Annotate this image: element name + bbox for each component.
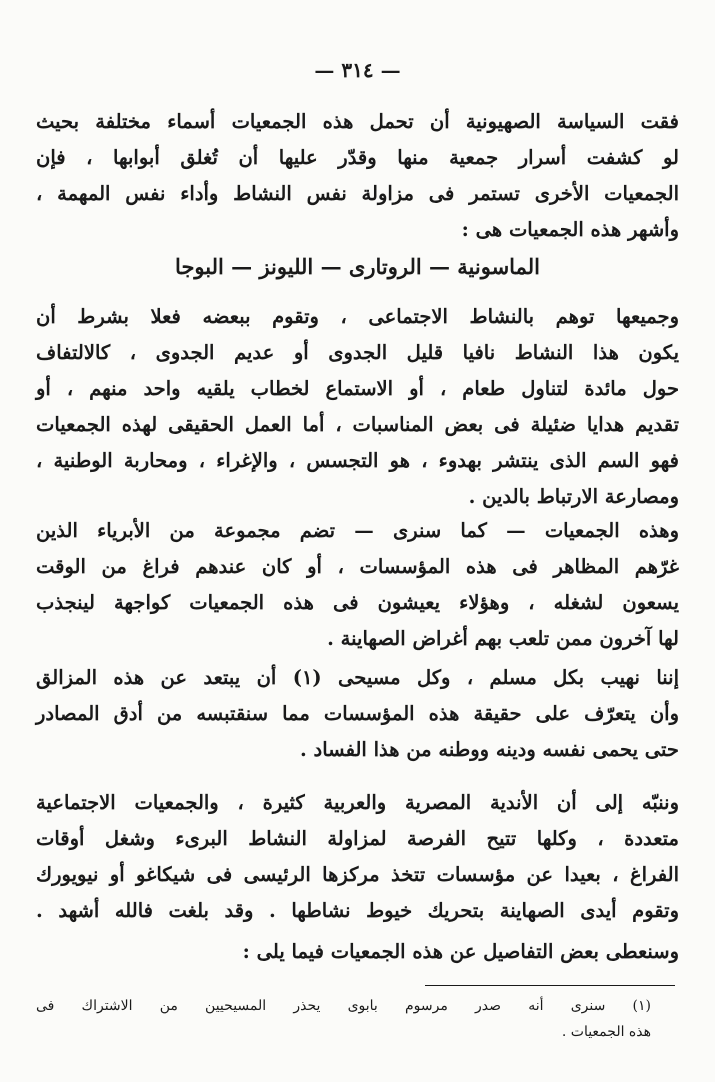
text-line: لو كشفت أسرار جمعية منها وقدّر عليها أن تُغلق أبوابها ، فإن xyxy=(36,146,679,169)
paragraph-members xyxy=(36,513,679,657)
text-line: يكون هذا النشاط نافيا قليل الجدوى أو عديم الجدوى ، كالالتفاف xyxy=(36,341,679,364)
text-line: تقديم هدايا ضئيلة فى بعض المناسبات ، أما العمل الحقيقى لهذه الجمعيات xyxy=(36,413,679,436)
text-line: فهو السم الذى ينتشر بهدوء ، هو التجسس ، والإغراء ، ومحاربة الوطنية ، xyxy=(36,449,679,472)
text-line: ومصارعة الارتباط بالدين . xyxy=(468,485,679,508)
page-number: — ٣١٤ — xyxy=(314,58,401,82)
text-line: فقت السياسة الصهيونية أن تحمل هذه الجمعيات أسماء مختلفة بحيث xyxy=(36,110,679,133)
text-line: الجمعيات الأخرى تستمر فى مزاولة نفس النشاط وأداء نفس المهمة ، xyxy=(36,182,679,205)
text-line: الفراغ ، بعيدا عن مؤسسات تتخذ مركزها الرئيسى فى شيكاغو أو نيويورك xyxy=(36,863,679,886)
intro-paragraph xyxy=(36,104,679,248)
text-line: وتقوم أيدى الصهاينة بتحريك خيوط نشاطها . وقد بلغت فالله أشهد . xyxy=(36,899,679,922)
societies-heading: الماسونية — الروتارى — الليونز — البوجا xyxy=(175,254,540,279)
text-line: متعددة ، وكلها تتيح الفرصة لمزاولة النشاط البرىء وشغل أوقات xyxy=(36,827,679,850)
text-line: وسنعطى بعض التفاصيل عن هذه الجمعيات فيما يلى : xyxy=(242,940,679,963)
text-line: وأن يتعرّف على حقيقة هذه المؤسسات مما سنقتبسه من أدق المصادر xyxy=(36,702,679,725)
text-line: وهذه الجمعيات — كما سنرى — تضم مجموعة من الأبرياء الذين xyxy=(36,519,679,542)
paragraph-clubs xyxy=(36,785,679,929)
text-line: حتى يحمى نفسه ودينه ووطنه من هذا الفساد . xyxy=(299,738,679,761)
text-line: لها آخرون ممن تلعب بهم أغراض الصهاينة . xyxy=(327,627,679,650)
footnote xyxy=(36,993,651,1045)
text-line: وننبّه إلى أن الأندية المصرية والعربية كثيرة ، والجمعيات الاجتماعية xyxy=(36,791,679,814)
text-line: غرّهم المظاهر فى هذه المؤسسات ، أو كان عندهم فراغ من الوقت xyxy=(36,555,679,578)
text-line: يسعون لشغله ، وهؤلاء يعيشون فى هذه الجمعيات كواجهة لينجذب xyxy=(36,591,679,614)
text-line: إننا نهيب بكل مسلم ، وكل مسيحى (١) أن يبتعد عن هذه المزالق xyxy=(36,666,679,689)
text-line: حول مائدة لتناول طعام ، أو الاستماع لخطاب يلقيه واحد منهم ، أو xyxy=(36,377,679,400)
text-line: وأشهر هذه الجمعيات هى : xyxy=(461,218,679,241)
footnote-divider xyxy=(425,985,675,986)
footnote-line: هذه الجمعيات . xyxy=(561,1024,651,1040)
footnote-line: (١) سنرى أنه صدر مرسوم بابوى يحذر المسيحيين من الاشتراك فى xyxy=(36,998,651,1014)
paragraph-appeal xyxy=(36,660,679,768)
paragraph-activities xyxy=(36,299,679,515)
text-line: وجميعها توهم بالنشاط الاجتماعى ، وتقوم ببعضه فعلا بشرط أن xyxy=(36,305,679,328)
closing-paragraph xyxy=(36,934,679,970)
